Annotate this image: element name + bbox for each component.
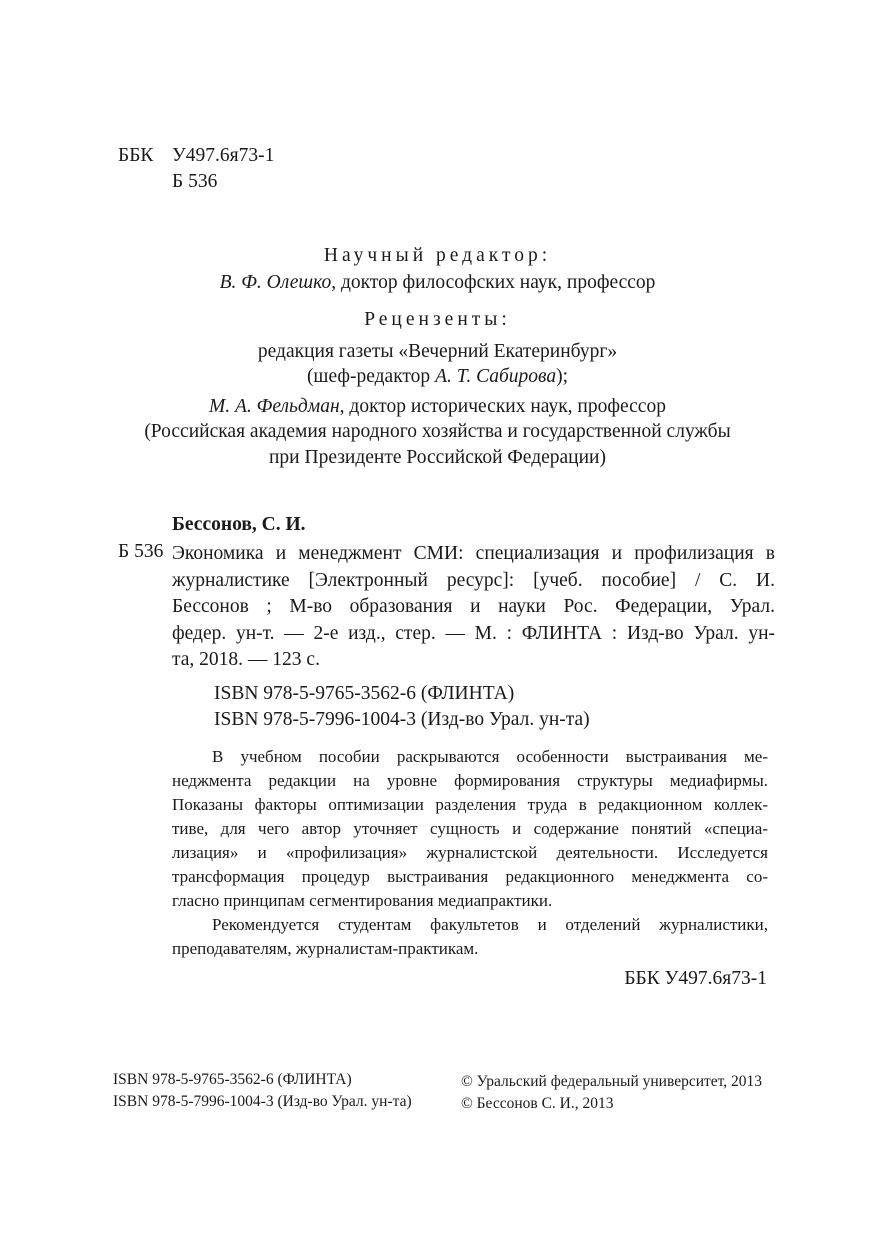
- editor-line: [0, 272, 875, 294]
- annotation-line: трансформация процедур выстраивания редакционного менеджмента со-: [172, 867, 768, 886]
- record-line-5: та, 2018. — 123 с.: [172, 649, 320, 670]
- annotation-line: неджмента редакции на уровне формирования структуры медиафирмы.: [172, 771, 768, 790]
- record-line-1: Экономика и менеджмент СМИ: специализация и профилизация в: [172, 543, 775, 564]
- annotation-line: преподавателям, журналистам-практикам.: [172, 939, 479, 958]
- record-isbn-1: ISBN 978-5-9765-3562-6 (ФЛИНТА): [214, 683, 515, 704]
- bbk-bottom: ББК У497.6я73-1: [624, 968, 767, 989]
- reviewers-heading: Рецензенты:: [364, 309, 511, 330]
- annotation-line: Показаны факторы оптимизации разделения труда в редакционном коллек-: [172, 795, 768, 814]
- annotation-line: гласно принципам сегментирования медиапрактики.: [172, 891, 553, 910]
- footer-copyright-2: © Бессонов С. И., 2013: [461, 1095, 614, 1112]
- reviewer-line-4: (Российская академия народного хозяйства и государственной службы: [144, 421, 731, 442]
- reviewer-line-5: при Президенте Российской Федерации): [269, 447, 606, 468]
- footer-isbn-2: ISBN 978-5-7996-1004-3 (Изд-во Урал. ун-та): [113, 1093, 412, 1110]
- record-author: Бессонов, С. И.: [172, 514, 306, 535]
- reviewer-line-3-rest: , доктор исторических наук, профессор: [339, 396, 666, 417]
- reviewer-name: М. А. Фельдман: [209, 396, 340, 417]
- editor-rest: , доктор философских наук, профессор: [331, 272, 656, 293]
- editor-heading: Научный редактор:: [323, 245, 552, 266]
- record-line-2: журналистике [Электронный ресурс]: [учеб. пособие] / С. И.: [172, 569, 775, 591]
- bbk-code: У497.6я73-1: [172, 145, 275, 166]
- reviewer-line-1: редакция газеты «Вечерний Екатеринбург»: [257, 341, 618, 362]
- author-mark: Б 536: [172, 171, 218, 192]
- annotation-line: тиве, для чего автор уточняет сущность и содержание понятий «специа-: [172, 819, 768, 838]
- reviewer-line-2-post: );: [556, 366, 569, 387]
- footer-isbn-1: ISBN 978-5-9765-3562-6 (ФЛИНТА): [113, 1071, 352, 1088]
- reviewer-line-2: [0, 366, 875, 388]
- record-mark: Б 536: [118, 541, 164, 562]
- reviewer-line-2-pre: (шеф-редактор: [306, 366, 436, 387]
- annotation-line: Рекомендуется студентам факультетов и отделений журналистики,: [212, 915, 768, 934]
- record-isbn-2: ISBN 978-5-7996-1004-3 (Изд-во Урал. ун-та): [214, 709, 590, 730]
- reviewer-line-3: [0, 396, 875, 418]
- editor-name: В. Ф. Олешко: [219, 272, 332, 293]
- record-line-4: федер. ун-т. — 2-е изд., стер. — М. : ФЛИНТА : Изд-во Урал. ун-: [172, 622, 775, 644]
- record-line-3: Бессонов ; М-во образования и науки Рос. Федерации, Урал.: [172, 596, 775, 617]
- bbk-label: ББК: [118, 145, 154, 166]
- annotation-line: В учебном пособии раскрываются особенности выстраивания ме-: [212, 747, 768, 766]
- footer-copyright-1: © Уральский федеральный университет, 2013: [461, 1073, 763, 1090]
- reviewer-chief-editor: А. Т. Сабирова: [435, 366, 557, 387]
- annotation-line: лизация» и «профилизация» журналистской деятельности. Исследуется: [172, 843, 768, 862]
